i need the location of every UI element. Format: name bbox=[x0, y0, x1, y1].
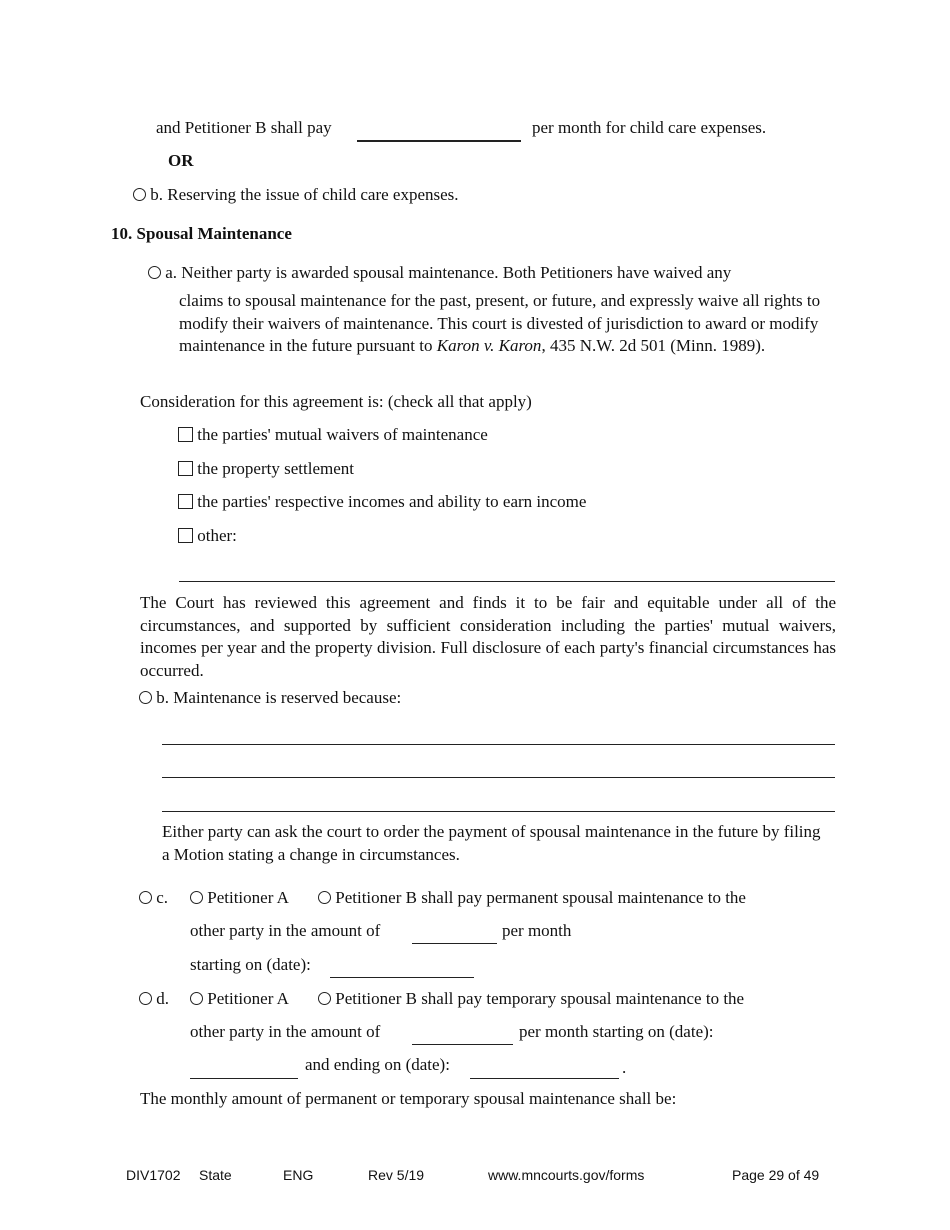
consideration-checkbox[interactable] bbox=[178, 427, 193, 442]
footer-state: State bbox=[199, 1167, 232, 1183]
consideration-item[interactable] bbox=[178, 459, 354, 479]
option-c-petitioner-b[interactable] bbox=[318, 888, 746, 908]
option-a-first-line: a. Neither party is awarded spousal maintenance. Both Petitioners have waived any bbox=[165, 263, 732, 282]
consideration-checkbox[interactable] bbox=[178, 528, 193, 543]
reason-line[interactable] bbox=[162, 744, 835, 745]
option-c-petitioner-a-radio[interactable] bbox=[190, 891, 203, 904]
option-d-petitioner-b-radio[interactable] bbox=[318, 992, 331, 1005]
consideration-label: the parties' respective incomes and ability to earn income bbox=[197, 492, 587, 511]
option-d-radio[interactable] bbox=[139, 992, 152, 1005]
option-c-text: Petitioner B shall pay permanent spousal maintenance to the bbox=[335, 888, 746, 907]
option-d-end-date-field[interactable] bbox=[470, 1078, 619, 1079]
monthly-amount-label: The monthly amount of permanent or temporary spousal maintenance shall be: bbox=[140, 1089, 677, 1108]
option-c-amount-field[interactable] bbox=[412, 943, 497, 944]
option-c-amount-suffix: per month bbox=[502, 921, 572, 940]
court-review-paragraph: The Court has reviewed this agreement and finds it to be fair and equitable under all of the circumstances, and supported by sufficient consideration including the parties' mutual waivers, incomes per year and the property division. Full disclosure of each party's financial circumstances has occurred. bbox=[140, 593, 836, 680]
childcare-option-b-radio[interactable] bbox=[133, 188, 146, 201]
option-d-amount-prefix: other party in the amount of bbox=[190, 1022, 381, 1041]
option-d[interactable] bbox=[139, 989, 169, 1009]
consideration-checkbox[interactable] bbox=[178, 494, 193, 509]
option-d-amount-field[interactable] bbox=[412, 1044, 513, 1045]
petitioner-a-label: Petitioner A bbox=[207, 888, 289, 907]
footer-language: ENG bbox=[283, 1167, 314, 1183]
option-c-radio[interactable] bbox=[139, 891, 152, 904]
option-d-amount-suffix: per month starting on (date): bbox=[519, 1022, 714, 1041]
consideration-label: the parties' mutual waivers of maintenance bbox=[197, 425, 488, 444]
reason-line[interactable] bbox=[162, 777, 835, 778]
option-d-ending-label: and ending on (date): bbox=[305, 1055, 450, 1074]
option-c-petitioner-b-radio[interactable] bbox=[318, 891, 331, 904]
option-a[interactable] bbox=[148, 263, 731, 283]
consideration-item[interactable] bbox=[178, 425, 488, 445]
consideration-checkbox[interactable] bbox=[178, 461, 193, 476]
option-d-text: Petitioner B shall pay temporary spousal maintenance to the bbox=[335, 989, 745, 1008]
consideration-intro: Consideration for this agreement is: (check all that apply) bbox=[140, 392, 532, 411]
option-c-label: c. bbox=[156, 888, 169, 907]
option-a-body-2: , 435 N.W. 2d 501 (Minn. 1989). bbox=[541, 336, 766, 355]
childcare-option-b[interactable] bbox=[133, 185, 459, 205]
childcare-pay-line-prefix: and Petitioner B shall pay bbox=[156, 118, 332, 137]
option-d-petitioner-a[interactable] bbox=[190, 989, 289, 1009]
childcare-pay-line-suffix: per month for child care expenses. bbox=[532, 118, 767, 137]
consideration-item[interactable] bbox=[178, 526, 237, 546]
consideration-label: other: bbox=[197, 526, 237, 545]
petitioner-a-label: Petitioner A bbox=[207, 989, 289, 1008]
option-c-amount-prefix: other party in the amount of bbox=[190, 921, 381, 940]
footer-revision: Rev 5/19 bbox=[368, 1167, 425, 1183]
footer-page-number: Page 29 of 49 bbox=[732, 1167, 820, 1183]
childcare-option-b-label: b. Reserving the issue of child care expenses. bbox=[150, 185, 459, 204]
option-d-period: . bbox=[622, 1058, 627, 1077]
or-label: OR bbox=[168, 151, 194, 170]
option-c-start-label: starting on (date): bbox=[190, 955, 311, 974]
option-a-case: Karon v. Karon bbox=[436, 336, 542, 355]
option-b-label: b. Maintenance is reserved because: bbox=[156, 688, 402, 707]
option-c-petitioner-a[interactable] bbox=[190, 888, 289, 908]
footer-form-id: DIV1702 bbox=[126, 1167, 181, 1183]
option-c-start-date-field[interactable] bbox=[330, 977, 474, 978]
option-d-label: d. bbox=[156, 989, 169, 1008]
option-b-radio[interactable] bbox=[139, 691, 152, 704]
footer-website[interactable]: www.mncourts.gov/forms bbox=[488, 1167, 645, 1183]
consideration-item[interactable] bbox=[178, 492, 586, 512]
option-d-petitioner-a-radio[interactable] bbox=[190, 992, 203, 1005]
option-d-petitioner-b[interactable] bbox=[318, 989, 744, 1009]
option-b[interactable] bbox=[139, 688, 401, 708]
section-heading: 10. Spousal Maintenance bbox=[111, 224, 292, 243]
option-a-radio[interactable] bbox=[148, 266, 161, 279]
option-a-body-1: claims to spousal maintenance for the past, present, or future, and expressly waive all rights to modify their waivers of maintenance. This court is divested of jurisdiction to award or modify maintenance in the future pursuant to bbox=[179, 291, 821, 355]
reason-line[interactable] bbox=[162, 811, 835, 812]
option-c[interactable] bbox=[139, 888, 168, 908]
childcare-amount-field[interactable] bbox=[357, 140, 521, 142]
option-a-body bbox=[179, 290, 824, 358]
consideration-label: the property settlement bbox=[197, 459, 354, 478]
other-consideration-field[interactable] bbox=[179, 581, 835, 582]
option-d-start-date-field[interactable] bbox=[190, 1078, 298, 1079]
future-note: Either party can ask the court to order the payment of spousal maintenance in the future by filing a Motion stating a change in circumstances. bbox=[162, 822, 821, 864]
